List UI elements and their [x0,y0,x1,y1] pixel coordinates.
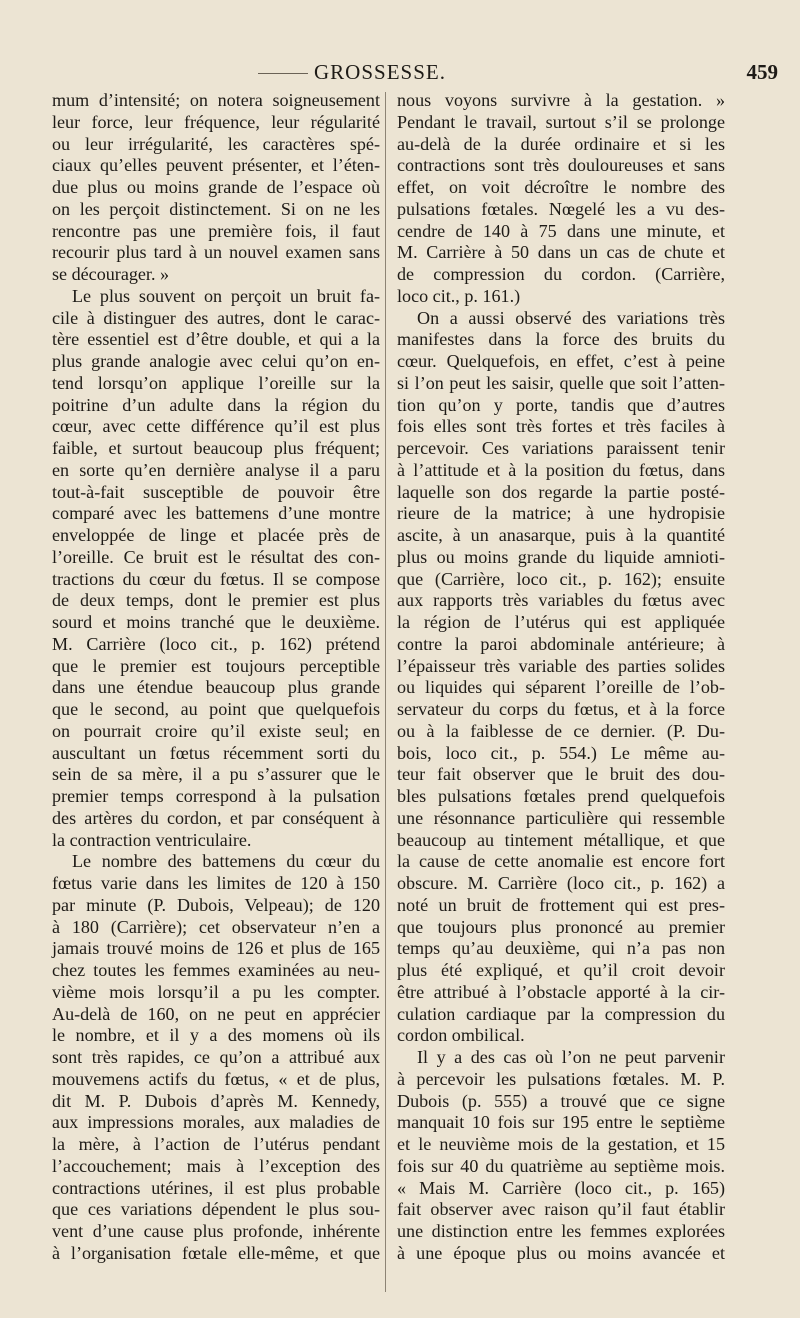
header-rule [258,73,308,74]
text-line: leur force, leur fréquence, leur régularité [52,111,380,132]
text-line: poitrine d’un adulte dans la région du [52,394,380,415]
text-line: à l’attitude et à la position du fœtus, dans [397,459,725,480]
text-line: l’oreille. Ce bruit est le résultat des con- [52,546,380,567]
text-line: enveloppée de linge et placée près de [52,525,380,545]
text-line: laquelle son dos regarde la partie posté- [397,481,725,502]
text-line: sont très rapides, ce qu’on a attribué aux [52,1047,380,1067]
text-line: ou leur irrégularité, les caractères spé- [52,133,380,154]
text-line: vent d’une cause plus profonde, inhérente [52,1221,380,1241]
text-line: cordon ombilical. [397,1025,525,1046]
text-line: cœur. Quelquefois, en effet, c’est à peine [397,351,725,371]
text-line: que le second, au point que quelquefois [52,699,380,719]
text-line: à une époque plus ou moins avancée et [397,1242,725,1263]
text-line: jamais trouvé moins de 126 et plus de 165 [52,938,380,959]
page-number: 459 [746,60,778,84]
text-line: vième mois lorsqu’il a pu les compter. [52,981,380,1002]
text-line: manifestes dans la force des bruits du [397,329,725,350]
text-line: tère essentiel est d’être double, et qui a la [52,329,380,350]
text-line: que ces variations dépendent le plus sou- [52,1199,380,1220]
text-line: Au-delà de 160, on ne peut en apprécier [52,1003,380,1024]
text-line: une résonnance particulière qui ressemble [397,807,725,828]
text-line: recourir plus tard à un nouvel examen sans [52,242,380,263]
text-line: noté un bruit de frottement qui est pres- [397,894,725,915]
text-line: de compression du cordon. (Carrière, [397,264,725,284]
text-line: cœur, avec cette différence qu’il est plus [52,416,380,437]
text-line: bois, loco cit., p. 554.) Le même au- [397,742,725,763]
text-line: ciaux qu’elles peuvent présenter, et l’éten- [52,155,380,176]
text-line: on pourrait croire qu’il existe seul; en [52,720,380,741]
text-line: auscultant un fœtus récemment sorti du [52,742,380,763]
text-line: par minute (P. Dubois, Velpeau); de 120 [52,894,380,915]
text-line: plus ou moins grande du liquide amnioti- [397,546,725,567]
text-line: fois elles sont très fortes et très faciles à [397,416,725,437]
text-line: rieure de la matrice; à une hydropisie [397,503,725,524]
text-line: mum d’intensité; on notera soigneusement [52,90,380,110]
text-line: dans une étendue beaucoup plus grande [52,677,380,698]
text-line: nous voyons survivre à la gestation. » [397,90,725,110]
running-title: GROSSESSE. [314,60,446,84]
text-line: rencontre pas une première fois, il faut [52,220,380,241]
text-line: l’accouchement; mais à l’exception des [52,1155,380,1176]
text-line: fois sur 40 du quatrième au septième mois. [397,1155,725,1176]
text-line: teur fait observer que le bruit des dou- [397,764,725,785]
text-line: fait observer avec raison qu’il faut établir [397,1199,725,1220]
text-line: de deux temps, dont le premier est plus [52,590,380,611]
left-column [52,90,380,1265]
text-line: M. Carrière (loco cit., p. 162) prétend [52,633,380,654]
right-column [397,90,725,1265]
text-line: comparé avec les battemens d’une montre [52,503,380,524]
text-line: se décourager. » [52,264,170,284]
text-line: premier temps correspond à la pulsation [52,786,380,806]
text-line: chez toutes les femmes examinées au neu- [52,960,380,980]
text-line: loco cit., p. 161.) [397,285,521,306]
text-line: fœtus varie dans les limites de 120 à 150 [52,873,380,893]
text-line: à l’organisation fœtale elle-même, et que [52,1242,380,1263]
text-line: contractions utérines, il est plus probable [52,1177,380,1198]
text-line: servateur du corps du fœtus, et à la force [397,699,725,719]
text-line: Dubois (p. 555) a trouvé que ce signe [397,1090,725,1111]
text-line: percevoir. Ces variations paraissent tenir [397,438,725,458]
text-line: si l’on peut les saisir, quelle que soit l’atten- [397,372,725,393]
text-line: Le nombre des battemens du cœur du [72,851,380,872]
text-line: beaucoup au tintement métallique, et que [397,829,725,850]
text-line: sein de sa mère, il a pu s’assurer que le [52,764,380,785]
text-line: « Mais M. Carrière (loco cit., p. 165) [397,1177,725,1198]
column-divider [385,92,386,1292]
text-line: à 180 (Carrière); cet observateur n’en a [52,916,380,937]
text-line: Pendant le travail, surtout s’il se prolonge [397,111,725,132]
text-line: faible, et surtout beaucoup plus fréquent; [52,438,380,458]
text-line: aux impressions morales, aux maladies de [52,1112,380,1133]
text-line: ascite, à un anasarque, puis à la quantité [397,525,725,545]
text-line: culation cardiaque par la compression du [397,1003,725,1024]
text-line: la région de l’utérus qui est appliquée [397,612,725,632]
text-line: ou à la faiblesse de ce dernier. (P. Du- [397,720,725,741]
text-line: cile à distinguer des autres, dont le carac- [52,307,380,328]
text-line: plus été expliqué, et qu’il croit devoir [397,960,725,980]
text-line: contre la paroi abdominale antérieure; à [397,633,725,654]
text-line: manquait 10 fois sur 195 entre le septième [397,1112,725,1133]
text-line: aux rapports très variables du fœtus avec [397,590,725,611]
text-line: pulsations fœtales. Nœgelé les a vu des- [397,198,725,219]
text-line: tion qu’on y porte, tandis que d’autres [397,394,725,415]
text-line: des artères du cordon, et par conséquent à [52,807,380,828]
text-line: que toujours plus prononcé au premier [397,916,725,937]
text-line: la contraction ventriculaire. [52,829,252,850]
text-line: une distinction entre les femmes explorées [397,1221,725,1241]
text-line: dit M. P. Dubois d’après M. Kennedy, [52,1090,380,1111]
text-line: mouvemens actifs du fœtus, « et de plus, [52,1068,380,1089]
text-line: en sorte qu’en dernière analyse il a paru [52,459,380,480]
text-line: cendre de 140 à 75 dans une minute, et [397,220,725,241]
text-line: l’épaisseur très variable des parties solides [397,655,725,676]
text-line: être attribué à l’obstacle apporté à la cir- [397,981,725,1002]
text-line: et le neuvième mois de la gestation, et 15 [397,1134,725,1154]
text-line: au-delà de la durée ordinaire et si les [397,133,725,154]
text-line: que le premier est toujours perceptible [52,655,380,676]
text-line: Le plus souvent on perçoit un bruit fa- [72,285,380,306]
text-line: On a aussi observé des variations très [417,307,725,328]
text-line: ou liquides qui séparent l’oreille de l’ob- [397,677,725,698]
text-line: que (Carrière, loco cit., p. 162); ensuite [397,568,725,589]
text-line: on les perçoit distinctement. Si on ne les [52,198,380,219]
text-line: effet, on voit décroître le nombre des [397,177,725,197]
text-line: temps qu’au deuxième, qui n’a pas non [397,938,725,959]
text-line: le nombre, et il y a des momens où ils [52,1025,380,1046]
text-line: M. Carrière à 50 dans un cas de chute et [397,242,725,263]
text-line: obscure. M. Carrière (loco cit., p. 162) a [397,873,725,893]
text-line: la mère, à l’action de l’utérus pendant [52,1134,380,1154]
text-line: due plus ou moins grande de l’espace où [52,177,380,197]
text-line: Il y a des cas où l’on ne peut parvenir [417,1047,725,1067]
text-line: sourd et moins tranché que le deuxième. [52,612,380,632]
text-line: plus grande analogie avec celui qu’on en- [52,351,380,371]
text-line: la cause de cette anomalie est encore fort [397,851,725,872]
text-line: contractions sont très douloureuses et sans [397,155,725,176]
text-line: à percevoir les pulsations fœtales. M. P. [397,1068,725,1089]
text-line: tend lorsqu’on applique l’oreille sur la [52,372,380,393]
text-line: bles pulsations fœtales prend quelquefois [397,786,725,806]
text-line: tout-à-fait susceptible de pouvoir être [52,481,380,502]
text-line: tractions du cœur du fœtus. Il se compose [52,568,380,589]
page-header [0,60,800,90]
